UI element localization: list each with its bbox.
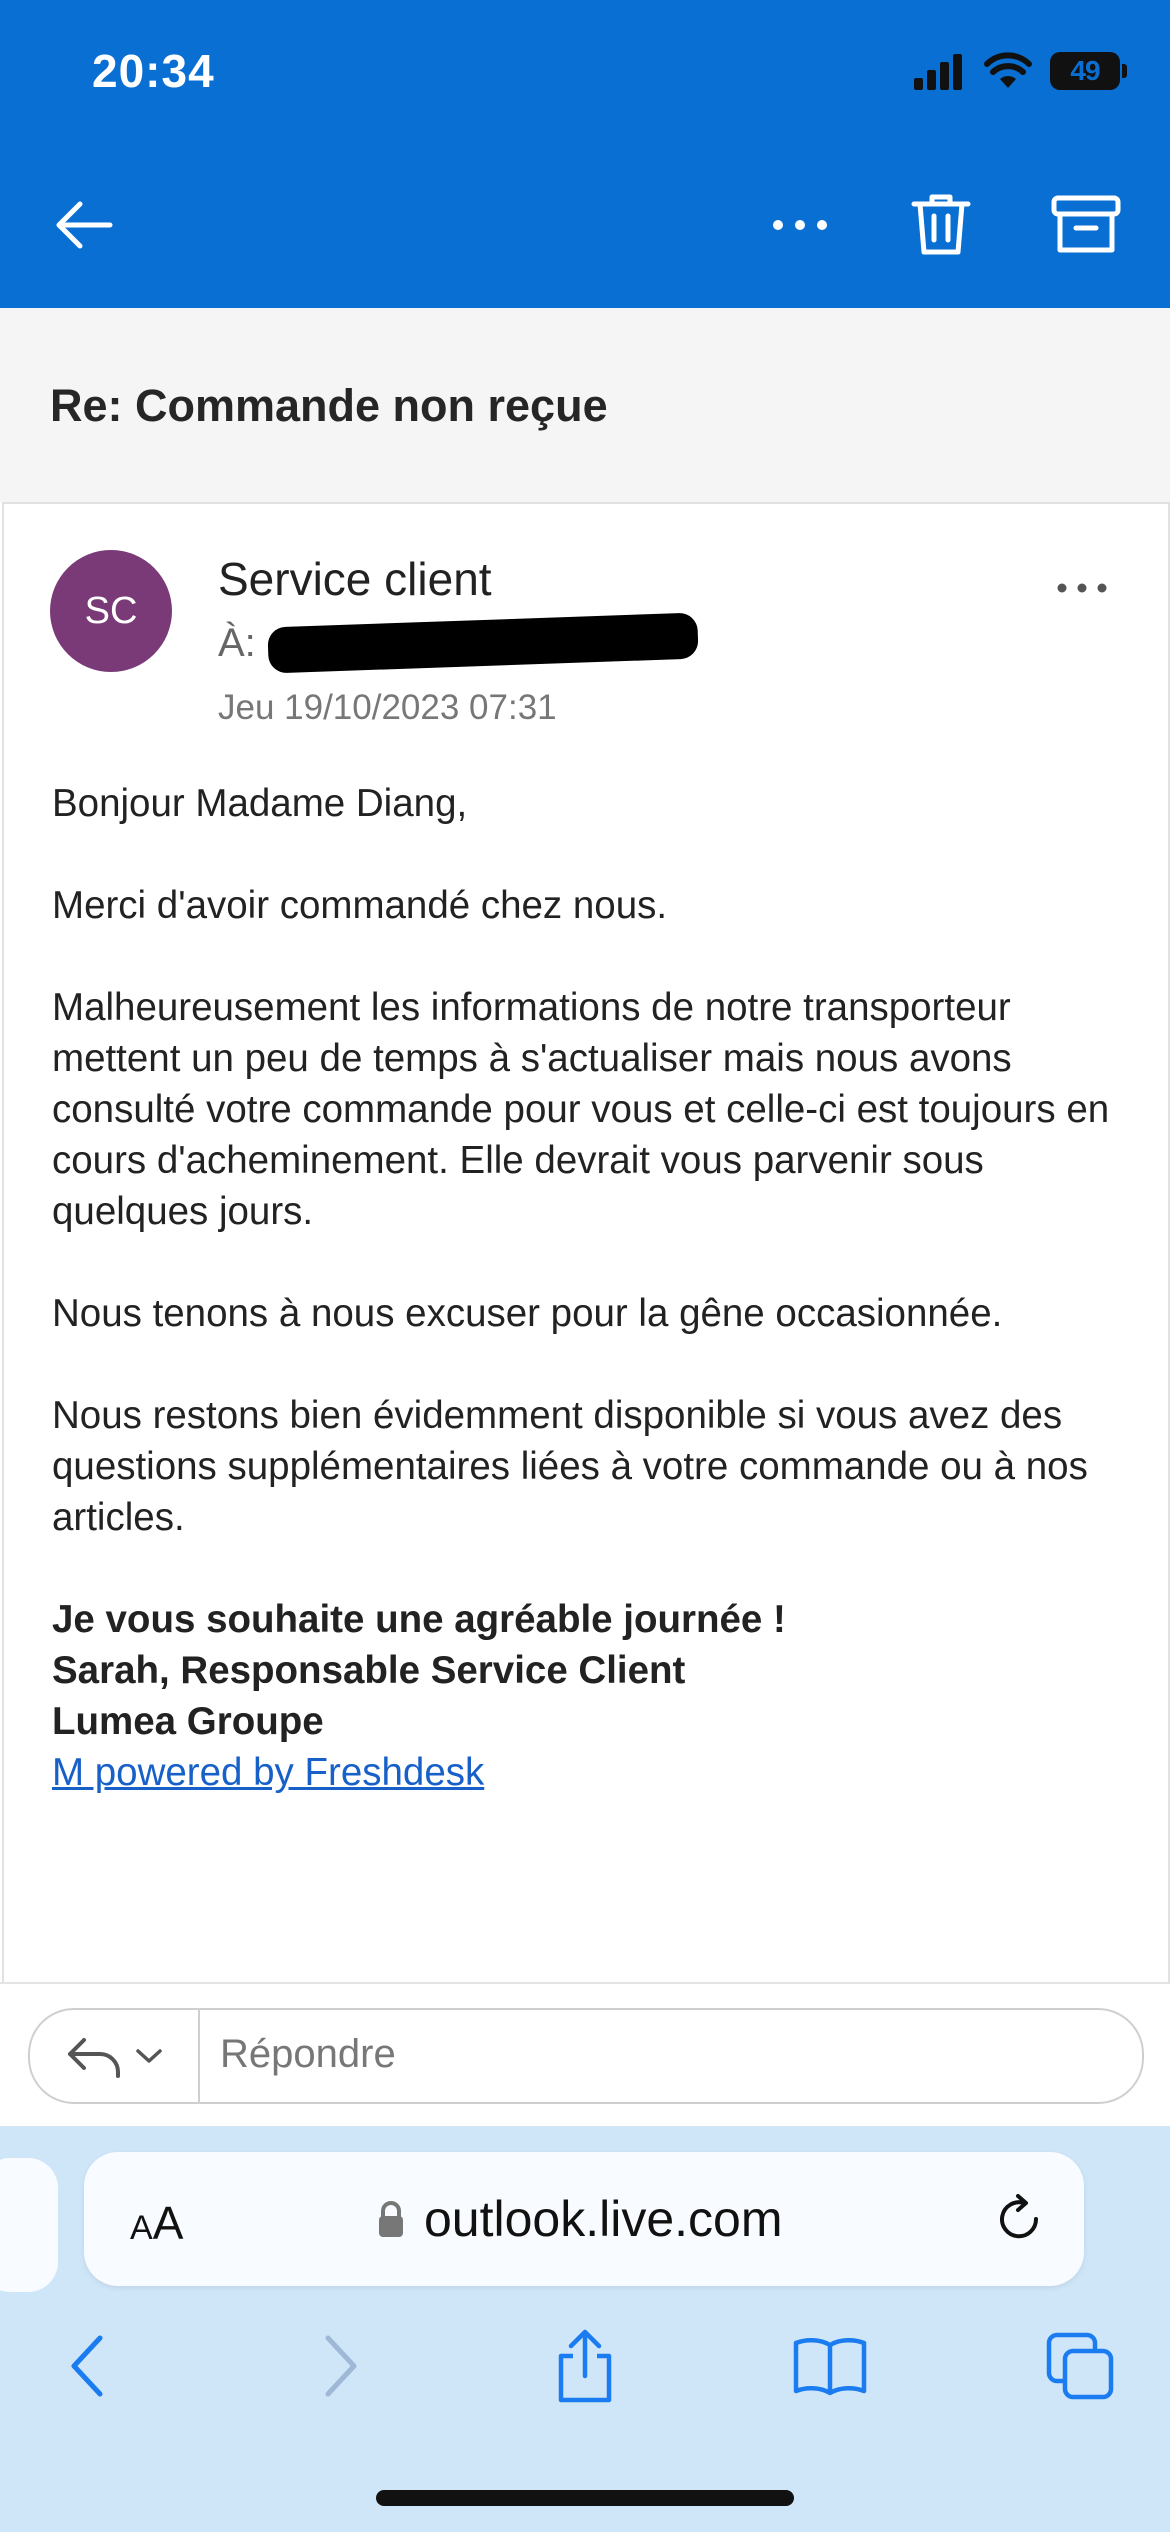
home-indicator[interactable] xyxy=(376,2490,794,2506)
message-more-icon[interactable] xyxy=(1052,568,1112,608)
chevron-left-icon xyxy=(68,2334,108,2398)
bookmarks-button[interactable] xyxy=(780,2316,880,2416)
previous-tab-preview[interactable] xyxy=(0,2158,58,2292)
tabs-button[interactable] xyxy=(1030,2316,1130,2416)
chevron-down-icon xyxy=(134,2046,164,2066)
reply-box[interactable] xyxy=(28,2008,1144,2104)
battery-level: 49 xyxy=(1070,55,1100,86)
freshdesk-link[interactable]: M powered by Freshdesk xyxy=(52,1751,485,1794)
body-paragraph: Nous tenons à nous excuser pour la gêne occasionnée. xyxy=(52,1292,1003,1335)
browser-back-button[interactable] xyxy=(38,2316,138,2416)
body-paragraph: Malheureusement les informations de notre transporteur mettent un peu de temps à s'actualiser mais nous avons consulté votre commande pour vous et celle-ci est toujours en cours d'acheminement. Elle devrait vous parvenir sous quelques jours. xyxy=(52,986,1110,1233)
signature-line: Sarah, Responsable Service Client xyxy=(52,1649,686,1692)
body-paragraph: Nous restons bien évidemment disponible si vous avez des questions supplémentaires liées à votre commande ou à nos articles. xyxy=(52,1394,1088,1539)
wifi-icon xyxy=(984,52,1032,90)
reload-icon[interactable] xyxy=(992,2192,1046,2246)
message-body xyxy=(52,778,1132,1798)
sender-name[interactable]: Service client xyxy=(218,553,492,605)
cellular-signal-icon xyxy=(912,52,966,90)
signature-line: Lumea Groupe xyxy=(52,1700,324,1743)
status-icons xyxy=(912,52,1120,90)
app-header xyxy=(0,0,1170,308)
reply-input[interactable]: Répondre xyxy=(220,2032,396,2076)
reply-options-button[interactable] xyxy=(30,2010,200,2102)
redacted-recipient xyxy=(267,613,698,674)
recipient-row xyxy=(218,620,698,666)
book-icon xyxy=(792,2335,868,2397)
browser-toolbar xyxy=(0,2126,1170,2532)
archive-icon[interactable] xyxy=(1048,190,1124,260)
tabs-icon xyxy=(1045,2331,1115,2401)
share-icon xyxy=(553,2328,617,2404)
battery-icon xyxy=(1050,52,1120,90)
address-bar[interactable] xyxy=(84,2152,1084,2286)
reply-icon xyxy=(64,2034,124,2078)
more-options-icon[interactable] xyxy=(760,190,840,260)
body-paragraph: Merci d'avoir commandé chez nous. xyxy=(52,884,668,927)
status-time: 20:34 xyxy=(92,45,215,97)
trash-icon[interactable] xyxy=(906,190,976,260)
browser-forward-button[interactable] xyxy=(290,2316,390,2416)
url-display[interactable] xyxy=(376,2190,783,2248)
greeting: Bonjour Madame Diang, xyxy=(52,782,468,825)
chevron-right-icon xyxy=(320,2334,360,2398)
avatar-initials: SC xyxy=(84,589,138,632)
back-arrow-icon[interactable] xyxy=(50,190,120,260)
text-size-button[interactable]: AA xyxy=(130,2197,184,2249)
lock-icon xyxy=(376,2199,406,2239)
recipient-label: À: xyxy=(218,620,256,665)
email-subject: Re: Commande non reçue xyxy=(50,380,608,431)
share-button[interactable] xyxy=(535,2316,635,2416)
url-text: outlook.live.com xyxy=(424,2191,783,2247)
avatar[interactable] xyxy=(50,550,172,672)
message-date: Jeu 19/10/2023 07:31 xyxy=(218,688,557,727)
reply-bar xyxy=(0,1982,1170,2128)
signature-line: Je vous souhaite une agréable journée ! xyxy=(52,1598,786,1641)
subject-band xyxy=(0,308,1170,502)
